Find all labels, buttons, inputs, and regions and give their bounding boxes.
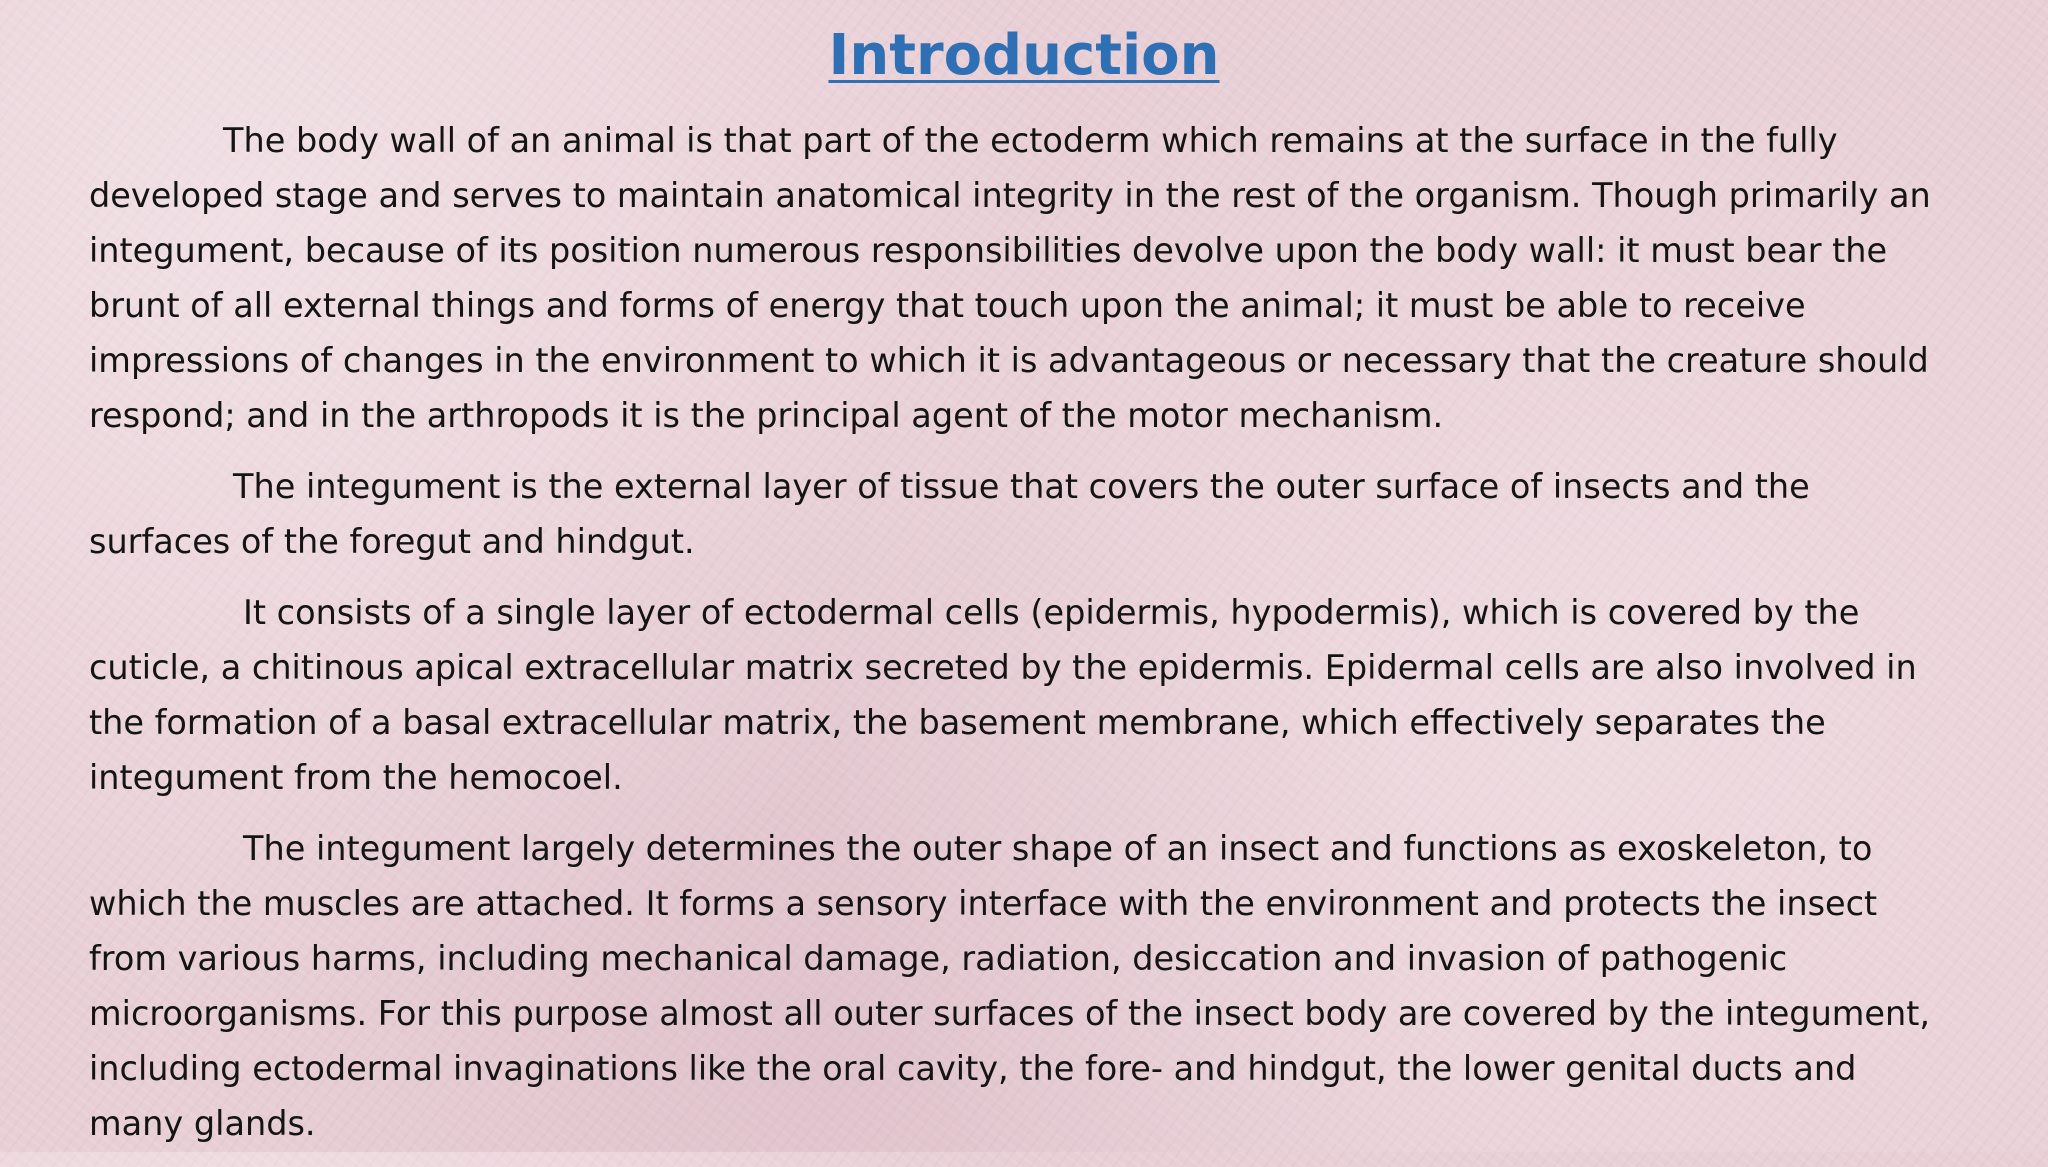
paragraph-integument-structure: It consists of a single layer of ectodermal cells (epidermis, hypodermis), which is covered by the cuticle, a chitinous apical extracellular matrix secreted by the epidermis. Epidermal cells are also involved in the formation of a basal extracellular matrix, the basement membrane, which effectively separates the integument from the hemocoel.	[89, 593, 1917, 797]
paragraph-integument-definition: The integument is the external layer of tissue that covers the outer surface of insects and the surfaces of the foregut and hindgut.	[89, 467, 1810, 561]
paragraph-body-wall: The body wall of an animal is that part of the ectoderm which remains at the surface in the fully developed stage and serves to maintain anatomical integrity in the rest of the organism. Though primarily an integument, because of its position numerous responsibilities devolve upon the body wall: it must bear the brunt of all external things and forms of energy that touch upon the animal; it must be able to receive impressions of changes in the environment to which it is advantageous or necessary that the creature should respond; and in the arthropods it is the principal agent of the motor mechanism.	[89, 121, 1931, 435]
slide-body	[89, 113, 1959, 1167]
slide-title: Introduction	[828, 23, 1220, 88]
paragraph-integument-function: The integument largely determines the outer shape of an insect and functions as exoskeleton, to which the muscles are attached. It forms a sensory interface with the environment and protects the insect from various harms, including mechanical damage, radiation, desiccation and invasion of pathogenic microorganisms. For this purpose almost all outer surfaces of the insect body are covered by the integument, including ectodermal invaginations like the oral cavity, the fore- and hindgut, the lower genital ducts and many glands.	[89, 829, 1931, 1143]
